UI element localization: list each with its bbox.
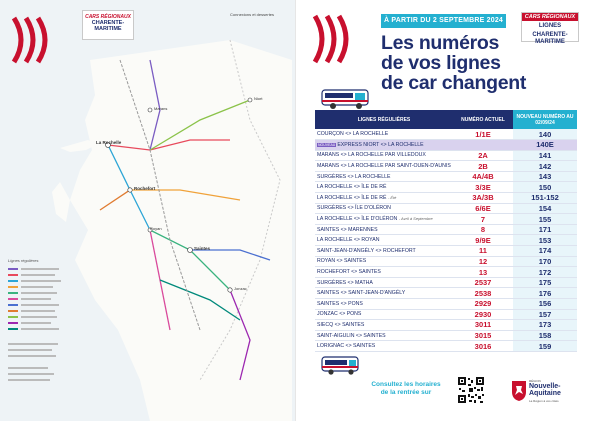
map-page [0,0,296,421]
route-label: LA ROCHELLE <> ÎLE DE RÉ [317,184,387,191]
cars-regionaux-badge [82,10,134,40]
route-cell [315,150,453,161]
table-row [315,171,577,182]
table-row [315,267,577,278]
route-cell [315,214,453,225]
route-note: - Avril à Septembre [398,216,433,222]
route-cell [315,193,453,204]
table-row [315,246,577,257]
current-number-cell: 9/9E [453,235,513,246]
route-label: LORIGNAC <> SAINTES [317,343,376,350]
new-number-cell: 171 [513,224,577,235]
badge-line1: CHARENTE- [91,20,125,26]
new-number-cell: 140 [513,129,577,140]
route-cell [315,320,453,331]
route-cell [315,299,453,310]
new-number-cell: 176 [513,288,577,299]
table-row [315,299,577,310]
table-body [315,129,577,351]
lines-legend [8,258,66,408]
new-number-cell: 142 [513,161,577,172]
city-label-niort: Niort [254,96,263,101]
new-number-cell: 155 [513,214,577,225]
route-label: SIECQ <> SAINTES [317,321,365,328]
schedule-callout [361,381,451,397]
qr-code-icon[interactable] [457,376,485,404]
map-legend [230,12,290,17]
table-row [315,235,577,246]
route-label: COURÇON <> LA ROCHELLE [317,131,389,138]
badge-line2: MARITIME [94,26,122,32]
route-cell [315,203,453,214]
region-logo [511,378,583,412]
table-row [315,288,577,299]
route-label: SAINTES <> PONS [317,300,363,307]
headline-line-3: de car changent [381,72,527,94]
info-page [297,0,595,421]
route-label: MARANS <> LA ROCHELLE PAR SAINT-OUEN-D'AUNIS [317,163,451,170]
new-number-cell: 172 [513,267,577,278]
route-cell [315,171,453,182]
city-label-royan: Royan [150,226,162,231]
current-number-cell: 2929 [453,299,513,310]
current-number-cell: 3A/3B [453,193,513,204]
headline-line-1: Les numéros [381,32,500,54]
header-lines: LIGNES RÉGULIÈRES [315,110,453,129]
route-label: LA ROCHELLE <> ÎLE D'OLÉRON [317,216,398,223]
new-number-cell: 151-152 [513,193,577,204]
badge-line2: CHARENTE-MARITIME [532,32,568,45]
route-label: SAINT-JEAN-D'ANGÉLY <> ROCHEFORT [317,247,416,254]
current-number-cell: 7 [453,214,513,225]
current-number-cell: 3016 [453,341,513,352]
region-name-line-2: Aquitaine [529,390,561,397]
header-current-number: NUMÉRO ACTUEL [453,110,513,129]
lion-crest-icon [511,380,527,402]
table-row [315,203,577,214]
current-number-cell: 6/6E [453,203,513,214]
current-number-cell [453,140,513,151]
region-slogan: La Région à vos côtés [529,399,559,403]
region-name-line-1: Nouvelle- [529,383,561,390]
route-cell [315,288,453,299]
bus-icon [321,88,371,110]
route-cell [315,330,453,341]
table-row [315,341,577,352]
route-cell [315,267,453,278]
badge-title: CARS RÉGIONAUX [522,13,578,21]
city-label-saintes: Saintes [194,246,211,251]
current-number-cell: 12 [453,256,513,267]
route-cell [315,182,453,193]
route-label: LA ROCHELLE <> ROYAN [317,237,380,244]
route-label: SAINTES <> SAINT-JEAN-D'ANGÉLY [317,290,406,297]
new-number-cell: 173 [513,320,577,331]
route-label: LA ROCHELLE <> ÎLE DE RÉ [317,194,387,201]
current-number-cell: 2538 [453,288,513,299]
map-legend-title: Connexions et dessertes [230,12,275,17]
lines-legend-title: Lignes régulières [8,258,39,263]
route-cell [315,129,453,140]
table-row [315,214,577,225]
route-cell [315,256,453,267]
headline-line-2: de vos lignes [381,52,501,74]
current-number-cell: 1/1E [453,129,513,140]
city-label-la-rochelle: La Rochelle [96,140,122,145]
new-number-cell: 143 [513,171,577,182]
route-label: SAINTES <> MARENNES [317,226,378,233]
current-number-cell: 2B [453,161,513,172]
city-label-marans: Marans [154,106,168,111]
new-number-cell: 174 [513,246,577,257]
badge-title: CARS RÉGIONAUX [85,14,131,20]
route-label: ROYAN <> SAINTES [317,258,367,265]
route-cell [315,140,453,151]
route-cell [315,309,453,320]
table-row [315,150,577,161]
new-number-cell: 140E [513,140,577,151]
bus-icon [321,355,361,377]
current-number-cell: 8 [453,224,513,235]
table-row [315,161,577,172]
lines-legend-swatches [8,263,66,403]
route-cell [315,246,453,257]
header-new-number: NOUVEAU NUMÉRO AU 02/09/24 [513,110,577,129]
date-banner: À PARTIR DU 2 SEPTEMBRE 2024 [381,14,506,28]
route-cell [315,277,453,288]
route-label: SAINT-AIGULIN <> SAINTES [317,332,386,339]
route-label: EXPRESS NIORT <> LA ROCHELLE [337,141,424,148]
route-cell [315,224,453,235]
brand-chevrons-icon [309,8,365,70]
table-row [315,309,577,320]
lines-table [315,110,577,352]
route-cell [315,235,453,246]
callout-line-1: Consultez les horaires [371,381,441,388]
current-number-cell: 3011 [453,320,513,331]
route-note: - Été [387,194,397,200]
current-number-cell: 3/3E [453,182,513,193]
new-number-cell: 153 [513,235,577,246]
route-label: SURGÈRES <> ÎLE D'OLÉRON [317,205,391,212]
current-number-cell: 13 [453,267,513,278]
new-tag: NOUVEAU [318,142,336,147]
table-row [315,320,577,331]
new-number-cell: 150 [513,182,577,193]
table-row [315,193,577,204]
new-number-cell: 175 [513,277,577,288]
new-number-cell: 170 [513,256,577,267]
city-label-rochefort: Rochefort [134,186,156,191]
callout-line-2: de la rentrée sur [380,389,432,396]
route-cell [315,341,453,352]
route-label: JONZAC <> PONS [317,311,362,318]
new-number-cell: 141 [513,150,577,161]
region-label: RÉGION [529,379,541,383]
brand-chevrons-icon [6,10,66,70]
table-row [315,182,577,193]
table-row [315,140,577,151]
new-number-cell: 154 [513,203,577,214]
table-row [315,129,577,140]
route-cell [315,161,453,172]
table-row [315,256,577,267]
route-label: ROCHEFORT <> SAINTES [317,269,381,276]
table-row [315,330,577,341]
current-number-cell: 3015 [453,330,513,341]
new-number-cell: 159 [513,341,577,352]
city-label-jonzac: Jonzac [234,286,247,291]
route-label: SURGÈRES <> MATHA [317,279,373,286]
current-number-cell: 2930 [453,309,513,320]
new-number-cell: 157 [513,309,577,320]
route-label: MARANS <> LA ROCHELLE PAR VILLEDOUX [317,152,426,159]
current-number-cell: 2537 [453,277,513,288]
headline [381,33,561,93]
badge-line1: LIGNES [538,23,562,29]
table-header-row [315,110,577,129]
new-number-cell: 158 [513,330,577,341]
table-row [315,277,577,288]
table-row [315,224,577,235]
current-number-cell: 2A [453,150,513,161]
new-number-cell: 156 [513,299,577,310]
route-label: SURGÈRES <> LA ROCHELLE [317,173,391,180]
current-number-cell: 4A/4B [453,171,513,182]
current-number-cell: 11 [453,246,513,257]
